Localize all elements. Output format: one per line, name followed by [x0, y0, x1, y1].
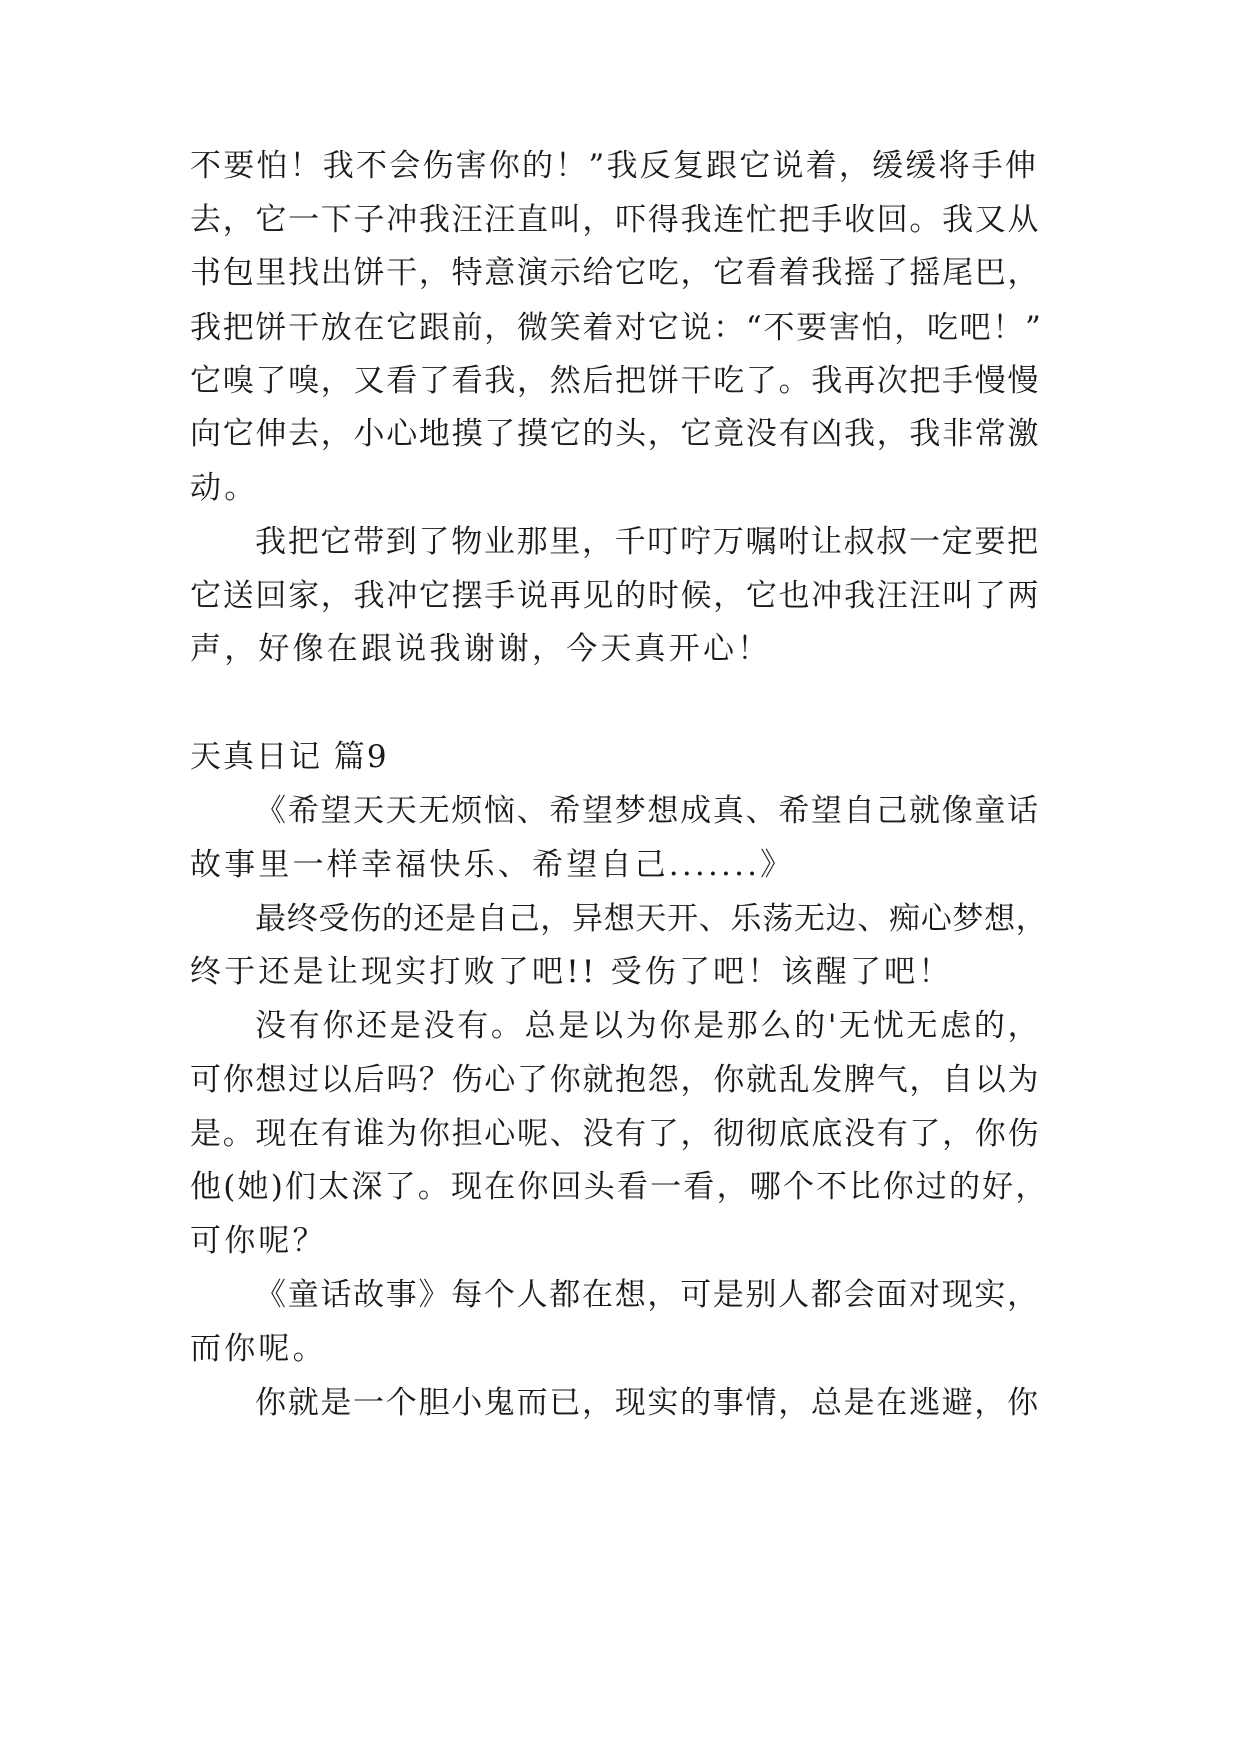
text-line: 去，它一下子冲我汪汪直叫，吓得我连忙把手收回。我又从: [190, 202, 1041, 238]
text-line: 不要怕！我不会伤害你的！”我反复跟它说着，缓缓将手伸: [190, 148, 1039, 184]
paragraph-first-line: 《希望天天无烦恼、希望梦想成真、希望自己就像童话: [255, 793, 1040, 829]
paragraph-first-line: 我把它带到了物业那里，千叮咛万嘱咐让叔叔一定要把: [255, 524, 1040, 560]
section-heading: 天真日记 篇9: [190, 739, 389, 775]
text-line: 可你呢？: [190, 1223, 327, 1259]
text-line: 动。: [190, 470, 259, 506]
paragraph-first-line: 没有你还是没有。总是以为你是那么的'无忧无虑的，: [255, 1008, 1042, 1044]
text-line: 它送回家，我冲它摆手说再见的时候，它也冲我汪汪叫了两: [190, 578, 1041, 614]
text-line: 是。现在有谁为你担心呢、没有了，彻彻底底没有了，你伤: [190, 1116, 1041, 1152]
text-line: 它嗅了嗅，又看了看我，然后把饼干吃了。我再次把手慢慢: [190, 363, 1041, 399]
text-line: 声，好像在跟说我谢谢，今天真开心！: [190, 631, 772, 667]
text-line: 向它伸去，小心地摸了摸它的头，它竟没有凶我，我非常激: [190, 416, 1041, 452]
paragraph-first-line: 《童话故事》每个人都在想，可是别人都会面对现实，: [255, 1277, 1040, 1313]
text-line: 终于还是让现实打败了吧!! 受伤了吧！该醒了吧！: [190, 954, 953, 990]
text-line: 书包里找出饼干，特意演示给它吃，它看着我摇了摇尾巴，: [190, 255, 1041, 291]
text-line: 我把饼干放在它跟前，微笑着对它说：“不要害怕，吃吧！”: [190, 310, 1043, 346]
text-line: 故事里一样幸福快乐、希望自己.......》: [190, 847, 795, 883]
paragraph-first-line: 最终受伤的还是自己，异想天开、乐荡无边、痴心梦想，: [255, 901, 1048, 937]
text-line: 可你想过以后吗？伤心了你就抱怨，你就乱发脾气，自以为: [190, 1062, 1041, 1098]
paragraph-first-line: 你就是一个胆小鬼而已，现实的事情，总是在逃避，你: [255, 1385, 1040, 1421]
text-line: 而你呢。: [190, 1331, 327, 1367]
text-line: 他(她)们太深了。现在你回头看一看，哪个不比你过的好，: [190, 1169, 1049, 1205]
